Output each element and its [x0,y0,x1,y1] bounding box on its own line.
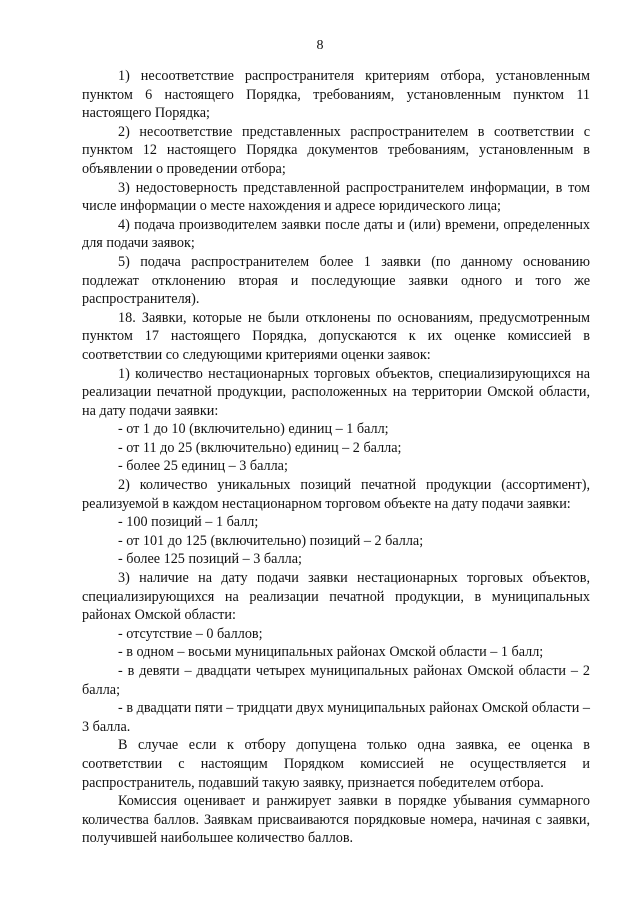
paragraph-rejection-2: 2) несоответствие представленных распространителем в соответствии с пунктом 12 настоящего Порядка документов требованиям, установленным в объявлении о проведении отбора; [82,123,590,177]
list-item-criterion-3-d: - в двадцати пяти – тридцати двух муниципальных районах Омской области – 3 балла. [82,700,590,735]
list-item-criterion-2-b: - от 101 до 125 (включительно) позиций – 2 балла; [118,532,424,549]
list-item-criterion-2-a: - 100 позиций – 1 балл; [118,514,259,531]
paragraph-rejection-3: 3) недостоверность представленной распространителем информации, в том числе информации о месте нахождения и адресе юридического лица; [82,179,590,215]
paragraph-ranking: Комиссия оценивает и ранжирует заявки в порядке убывания суммарного количества баллов. Заявкам присваиваются порядковые номера, начиная с заявки, получившей наибольшее количество баллов. [82,793,590,847]
page-number: 8 [316,38,324,53]
paragraph-rejection-1: 1) несоответствие распространителя критериям отбора, установленным пунктом 6 настоящего Порядка, требованиям, установленным пунктом 11 настоящего Порядка; [82,68,590,122]
list-item-criterion-1-b: - от 11 до 25 (включительно) единиц – 2 балла; [118,439,402,456]
paragraph-section-18: 18. Заявки, которые не были отклонены по основаниям, предусмотренным пунктом 17 настоящего Порядка, допускаются к их оценке комиссией в соответствии со следующими критериями оценки заявок: [82,309,590,363]
list-item-criterion-2-c: - более 125 позиций – 3 балла; [118,551,302,568]
paragraph-criterion-3: 3) наличие на дату подачи заявки нестационарных торговых объектов, специализирующихся на реализации печатной продукции, в муниципальных районах Омской области: [82,570,590,624]
document-body [82,67,590,848]
paragraph-rejection-5: 5) подача распространителем более 1 заявки (по данному основанию подлежат отклонению вторая и последующие заявки одного и того же распространителя). [82,253,590,308]
paragraph-single-application: В случае если к отбору допущена только одна заявка, ее оценка в соответствии с настоящим Порядком комиссией не осуществляется и распространитель, подавший такую заявку, признается победителем отбора. [82,737,590,791]
paragraph-criterion-1: 1) количество нестационарных торговых объектов, специализирующихся на реализации печатной продукции, расположенных на территории Омской области, на дату подачи заявки: [82,365,590,419]
list-item-criterion-1-a: - от 1 до 10 (включительно) единиц – 1 балл; [118,421,389,438]
list-item-criterion-3-a: - отсутствие – 0 баллов; [118,625,263,642]
list-item-criterion-3-c: - в девяти – двадцати четырех муниципальных районах Омской области – 2 балла; [82,663,590,698]
list-item-criterion-3-b: - в одном – восьми муниципальных районах Омской области – 1 балл; [118,644,544,661]
list-item-criterion-1-c: - более 25 единиц – 3 балла; [118,458,288,475]
paragraph-rejection-4: 4) подача производителем заявки после даты и (или) времени, определенных для подачи заявок; [82,216,590,252]
paragraph-criterion-2: 2) количество уникальных позиций печатной продукции (ассортимент), реализуемой в каждом нестационарном торговом объекте на дату подачи заявки: [82,477,590,512]
